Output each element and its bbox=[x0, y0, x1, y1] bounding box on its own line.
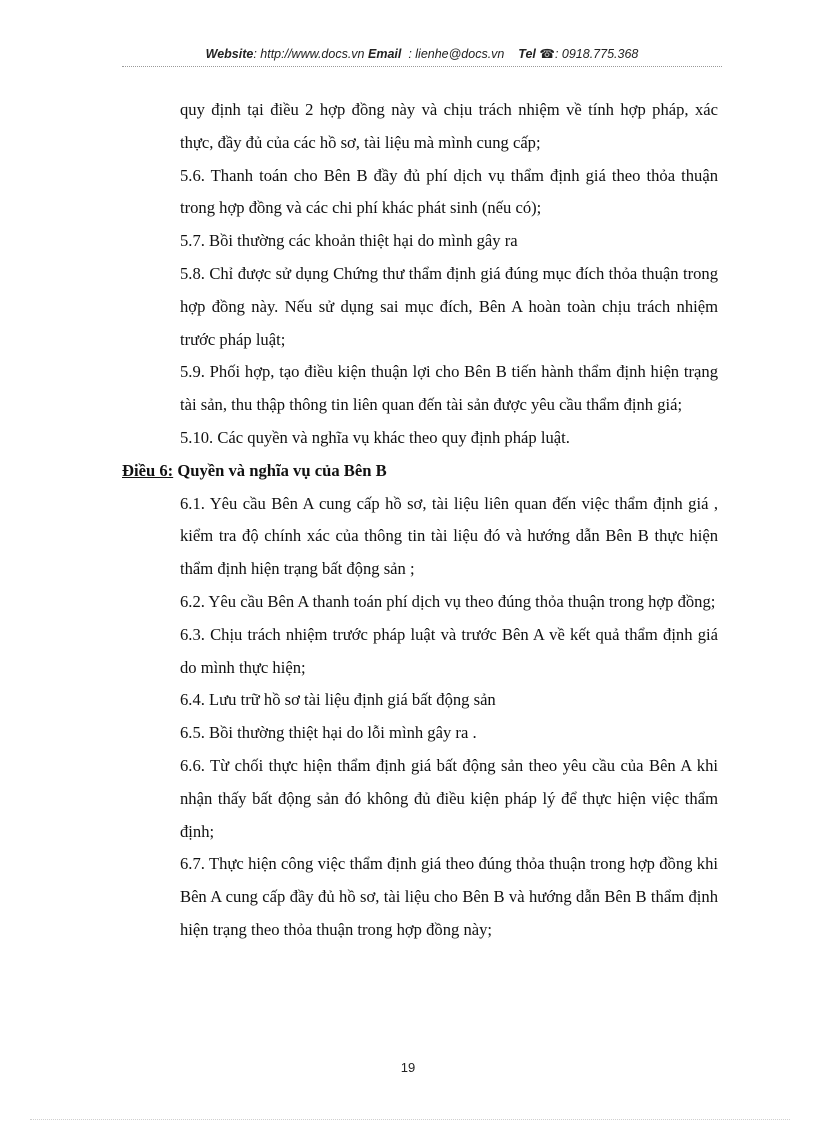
tel-label: Tel ☎ bbox=[518, 47, 555, 61]
website-label: Website bbox=[205, 47, 254, 61]
paragraph-5-9: 5.9. Phối hợp, tạo điều kiện thuận lợi cho Bên B tiến hành thẩm định hiện trạng tài sản, thu thập thông tin liên quan đến tài sản được yêu cầu thẩm định giá; bbox=[180, 362, 718, 415]
paragraph-5-7: 5.7. Bồi thường các khoản thiệt hại do mình gây ra bbox=[180, 231, 518, 251]
paragraph-5-10: 5.10. Các quyền và nghĩa vụ khác theo quy định pháp luật. bbox=[180, 427, 570, 447]
article-6-heading bbox=[122, 455, 718, 488]
header-divider bbox=[122, 66, 722, 67]
document-body bbox=[122, 94, 718, 947]
paragraph-5-8: 5.8. Chỉ được sử dụng Chứng thư thẩm định giá đúng mục đích thỏa thuận trong hợp đồng này. Nếu sử dụng sai mục đích, Bên A hoàn toàn chịu trách nhiệm trước pháp luật; bbox=[180, 263, 718, 349]
article-6-label: Điều 6: bbox=[122, 460, 174, 480]
page-bottom-border bbox=[30, 1119, 790, 1120]
article-6-title: Quyền và nghĩa vụ của Bên B bbox=[173, 460, 387, 480]
email-label: Email bbox=[368, 47, 402, 61]
paragraph-6-7: 6.7. Thực hiện công việc thẩm định giá theo đúng thỏa thuận trong hợp đồng khi Bên A cung cấp đầy đủ hồ sơ, tài liệu cho Bên B và hướng dẫn Bên B thẩm định hiện trạng theo thỏa thuận trong hợp đồng này; bbox=[180, 854, 718, 939]
page-number: 19 bbox=[400, 1060, 416, 1075]
paragraph-6-3: 6.3. Chịu trách nhiệm trước pháp luật và trước Bên A về kết quả thẩm định giá do mình thực hiện; bbox=[180, 624, 718, 677]
paragraph-6-6: 6.6. Từ chối thực hiện thẩm định giá bất động sản theo yêu cầu của Bên A khi nhận thấy bất động sản đó không đủ điều kiện pháp lý để thực hiện việc thẩm định; bbox=[180, 755, 718, 841]
paragraph-5-6: 5.6. Thanh toán cho Bên B đầy đủ phí dịch vụ thẩm định giá theo thỏa thuận trong hợp đồng và các chi phí khác phát sinh (nếu có); bbox=[180, 165, 718, 218]
page-header bbox=[122, 46, 722, 66]
paragraph-6-4: 6.4. Lưu trữ hồ sơ tài liệu định giá bất động sản bbox=[180, 690, 496, 710]
website-value: : http://www.docs.vn bbox=[253, 47, 365, 61]
paragraph-6-1: 6.1. Yêu cầu Bên A cung cấp hồ sơ, tài liệu liên quan đến việc thẩm định giá , kiểm tra độ chính xác của thông tin tài liệu đó và hướng dẫn Bên B thực hiện thẩm định hiện trạng bất động sản ; bbox=[180, 493, 718, 579]
paragraph-5-5-continued: quy định tại điều 2 hợp đồng này và chịu trách nhiệm về tính hợp pháp, xác thực, đầy đủ của các hồ sơ, tài liệu mà mình cung cấp; bbox=[180, 100, 718, 152]
tel-value: : 0918.775.368 bbox=[554, 47, 639, 61]
email-value: : lienhe@docs.vn bbox=[408, 47, 505, 61]
paragraph-6-5: 6.5. Bồi thường thiệt hại do lỗi mình gây ra . bbox=[180, 723, 477, 743]
paragraph-6-2: 6.2. Yêu cầu Bên A thanh toán phí dịch vụ theo đúng thỏa thuận trong hợp đồng; bbox=[180, 591, 716, 611]
